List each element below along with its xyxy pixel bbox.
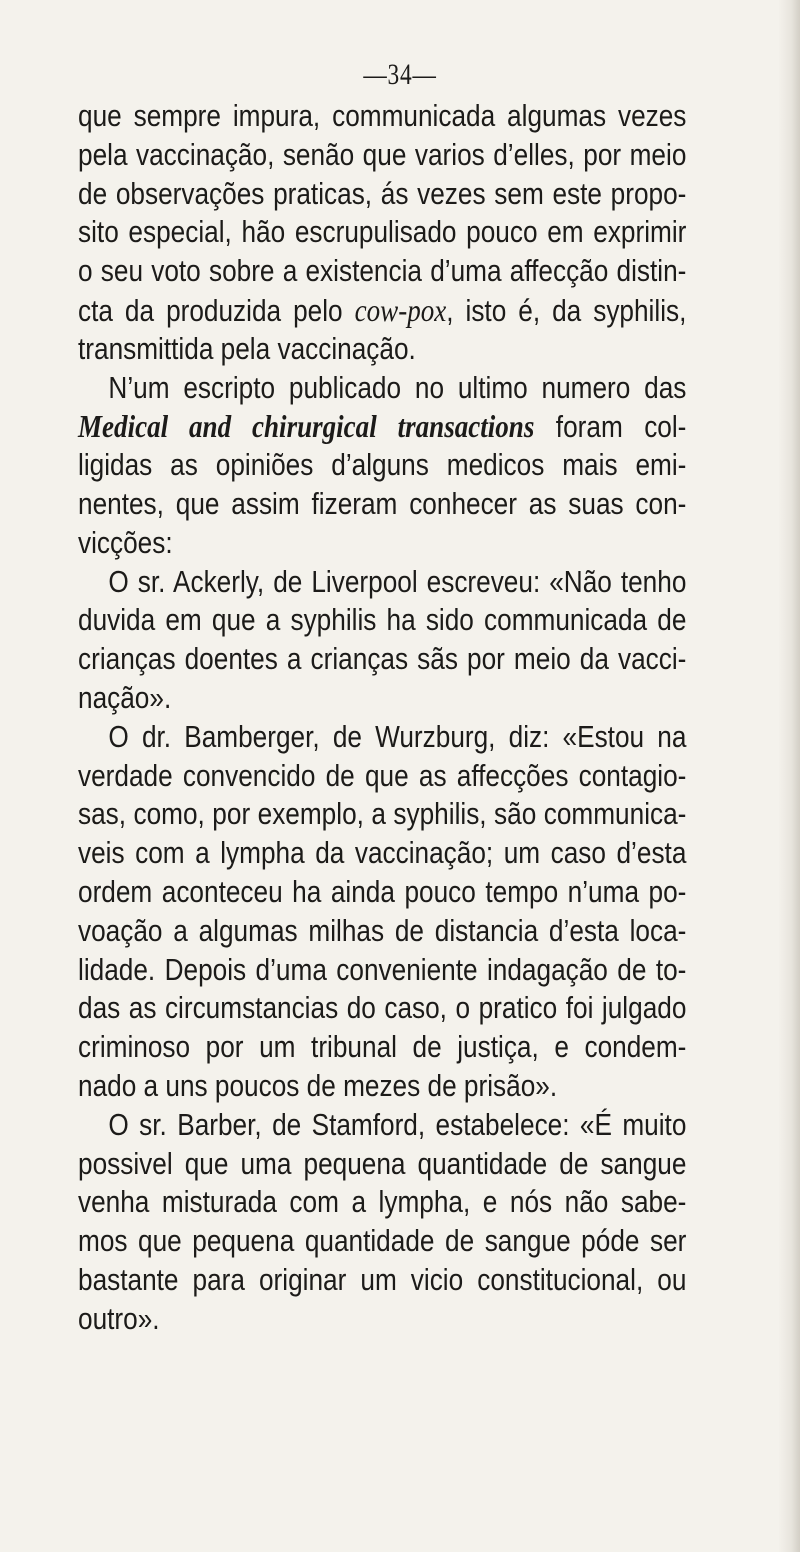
text-line: bastante para originar um vicio constitucional, ou	[78, 1261, 687, 1297]
text-line: possivel que uma pequena quantidade de sangue	[78, 1145, 687, 1181]
page-edge-shadow	[778, 0, 800, 1552]
paragraph	[78, 1106, 686, 1339]
text-line: transmittida pela vaccinação.	[78, 330, 416, 366]
text-line: voação a algumas milhas de distancia d’esta loca-	[78, 912, 687, 948]
text-line: sas, como, por exemplo, a syphilis, são communica-	[78, 796, 687, 832]
paragraph	[78, 369, 686, 563]
text-line: ligidas as opiniões d’alguns medicos mais emi-	[78, 447, 687, 483]
paragraph	[78, 563, 686, 718]
text-line: O sr. Ackerly, de Liverpool escreveu: «Não tenho	[108, 563, 687, 599]
paragraph	[78, 97, 686, 369]
text-line: outro».	[78, 1300, 160, 1336]
text-segment: cta da produzida pelo	[78, 292, 355, 328]
text-line: vicções:	[78, 524, 173, 560]
text-line: ordem aconteceu ha ainda pouco tempo n’uma po-	[78, 873, 687, 909]
text-line: O dr. Bamberger, de Wurzburg, diz: «Estou na	[108, 718, 687, 754]
text-line: lidade. Depois d’uma conveniente indagação de to-	[78, 951, 687, 987]
text-line: nado a uns poucos de mezes de prisão».	[78, 1067, 558, 1103]
text-line: pela vaccinação, senão que varios d’elles, por meio	[78, 136, 687, 172]
text-line: duvida em que a syphilis ha sido communicada de	[78, 602, 687, 638]
text-line: criminoso por um tribunal de justiça, e condem-	[78, 1029, 687, 1065]
text-segment: foram col-	[534, 409, 687, 445]
text-line: mos que pequena quantidade de sangue póde ser	[78, 1223, 687, 1259]
body-text	[78, 97, 686, 1339]
text-line: nentes, que assim fizeram conhecer as suas con-	[78, 485, 687, 521]
text-line: veis com a lympha da vaccinação; um caso d’esta	[78, 835, 687, 871]
text-line: o seu voto sobre a existencia d’uma affecção distin-	[78, 253, 687, 289]
paragraph	[78, 718, 686, 1106]
text-line: sito especial, hão escrupulisado pouco em exprimir	[78, 214, 687, 250]
text-line: de observações praticas, ás vezes sem este propo-	[78, 175, 687, 211]
text-line: nação».	[78, 679, 172, 715]
text-line	[78, 407, 686, 446]
text-line: verdade convencido de que as affecções contagio-	[78, 757, 687, 793]
journal-title: Medical and chirurgical transactions	[78, 408, 535, 445]
text-line: O sr. Barber, de Stamford, estabelece: «É muito	[108, 1106, 687, 1142]
text-line	[78, 291, 686, 330]
text-line: das as circumstancias do caso, o pratico foi julgado	[78, 990, 687, 1026]
text-segment: , isto é, da syphilis,	[446, 292, 687, 328]
text-line: venha misturada com a lympha, e nós não sabe-	[78, 1184, 687, 1220]
text-line: crianças doentes a crianças sãs por meio da vacci-	[78, 641, 687, 677]
page-number: —34—	[363, 58, 437, 91]
italic-term: cow-pox	[354, 291, 447, 328]
text-line: que sempre impura, communicada algumas vezes	[78, 98, 687, 133]
text-line: N’um escripto publicado no ultimo numero das	[108, 369, 687, 405]
